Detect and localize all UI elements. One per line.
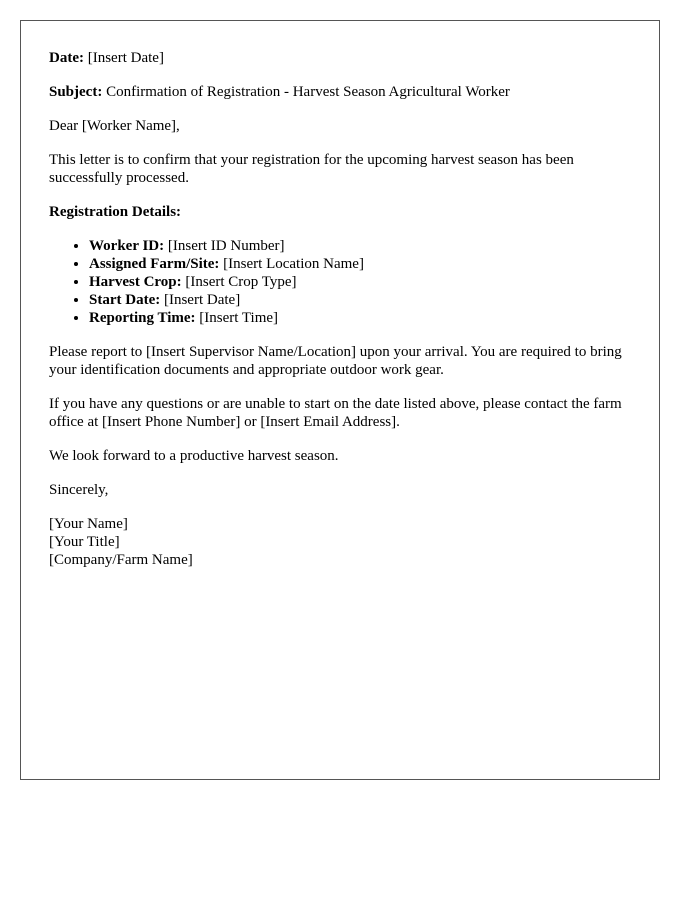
registration-details-list bbox=[49, 237, 631, 327]
intro-paragraph: This letter is to confirm that your registration for the upcoming harvest season has been successfully processed. bbox=[49, 152, 574, 186]
date-value: [Insert Date] bbox=[87, 50, 164, 66]
detail-label: Start Date: bbox=[89, 292, 161, 308]
closing-paragraph: We look forward to a productive harvest season. bbox=[49, 448, 339, 464]
date-line bbox=[49, 49, 631, 67]
subject-line bbox=[49, 83, 631, 101]
detail-item-worker-id bbox=[89, 237, 631, 255]
details-heading: Registration Details: bbox=[49, 204, 182, 220]
detail-label: Assigned Farm/Site: bbox=[89, 256, 220, 272]
detail-item-reporting-time bbox=[89, 309, 631, 327]
detail-value: [Insert Date] bbox=[163, 292, 241, 308]
signature-name: [Your Name] bbox=[49, 516, 128, 532]
contact-paragraph: If you have any questions or are unable to start on the date listed above, please contact the farm office at [Insert Phone Number] or [Insert Email Address]. bbox=[49, 396, 622, 430]
detail-item-start-date bbox=[89, 291, 631, 309]
subject-label: Subject: bbox=[49, 84, 103, 100]
date-label: Date: bbox=[49, 50, 84, 66]
signature-company: [Company/Farm Name] bbox=[49, 552, 193, 568]
signature-title: [Your Title] bbox=[49, 534, 120, 550]
detail-value: [Insert Crop Type] bbox=[185, 274, 297, 290]
detail-item-harvest-crop bbox=[89, 273, 631, 291]
detail-value: [Insert Location Name] bbox=[223, 256, 364, 272]
detail-value: [Insert Time] bbox=[199, 310, 279, 326]
detail-value: [Insert ID Number] bbox=[167, 238, 285, 254]
subject-value: Confirmation of Registration - Harvest Season Agricultural Worker bbox=[106, 84, 510, 100]
detail-label: Harvest Crop: bbox=[89, 274, 182, 290]
signature-block bbox=[49, 515, 631, 569]
letter-container bbox=[20, 20, 660, 780]
salutation: Dear [Worker Name], bbox=[49, 118, 180, 134]
detail-label: Reporting Time: bbox=[89, 310, 196, 326]
detail-item-assigned-farm bbox=[89, 255, 631, 273]
report-paragraph: Please report to [Insert Supervisor Name/Location] upon your arrival. You are required to bring your identification documents and appropriate outdoor work gear. bbox=[49, 344, 622, 378]
signoff: Sincerely, bbox=[49, 482, 109, 498]
detail-label: Worker ID: bbox=[89, 238, 165, 254]
